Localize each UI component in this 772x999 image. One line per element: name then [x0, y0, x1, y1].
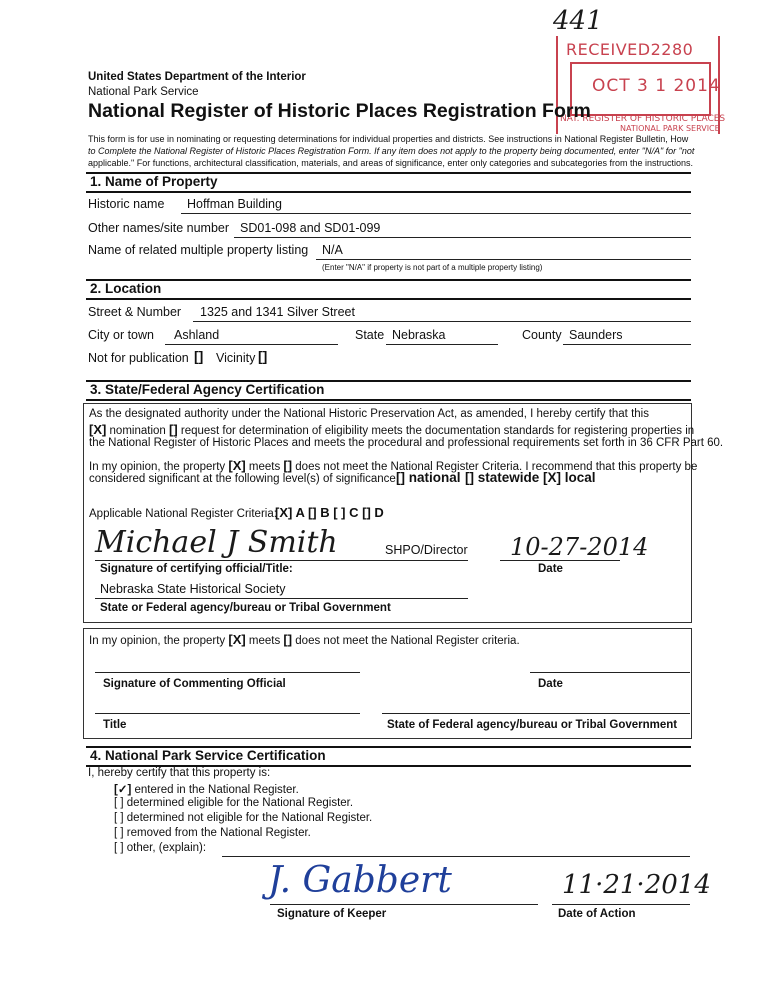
agency-line — [95, 598, 468, 599]
service-name: National Park Service — [88, 86, 199, 98]
form-title: National Register of Historic Places Registration Form — [88, 100, 591, 122]
state-value: Nebraska — [392, 328, 446, 342]
intro-line-2: to Complete the National Register of Historic Places Registration Form. If any item does not apply to the property being documented, enter "N/A" for "not — [88, 146, 695, 156]
section-2-rule-top — [86, 279, 691, 281]
keeper-signature-label: Signature of Keeper — [277, 908, 387, 920]
certifying-signature-label: Signature of certifying official/Title: — [100, 563, 293, 575]
other-names-value: SD01-098 and SD01-099 — [240, 221, 381, 235]
comment-meets-mark[interactable]: [X] — [228, 632, 246, 647]
action-date-value: 11·21·2014 — [562, 870, 711, 900]
historic-name-value: Hoffman Building — [187, 197, 282, 211]
comment-opinion-line — [89, 632, 520, 647]
other-names-label: Other names/site number — [88, 221, 230, 235]
multiple-listing-value: N/A — [322, 243, 343, 257]
page-number: 441 — [553, 6, 603, 36]
comment-signature-line — [95, 672, 360, 673]
vicinity-label: Vicinity — [216, 351, 256, 365]
comment-signature-label: Signature of Commenting Official — [103, 678, 286, 690]
other-names-line — [234, 237, 691, 238]
stamp-org-1: NAT. REGISTER OF HISTORIC PLACES — [560, 114, 726, 124]
meets-mark[interactable]: [X] — [228, 458, 246, 473]
comment-opinion-a: In my opinion, the property — [89, 635, 229, 647]
city-line — [165, 344, 338, 345]
keeper-signature-line — [270, 904, 538, 905]
comment-opinion-c: does not meet the National Register criteria. — [292, 635, 520, 647]
comment-opinion-b: meets — [245, 635, 284, 647]
other-explain-line — [222, 856, 690, 857]
option-removed[interactable]: [ ] removed from the National Register. — [114, 827, 311, 839]
option-other[interactable]: [ ] other, (explain): — [114, 842, 207, 854]
certifying-signature-line — [95, 560, 468, 561]
city-label: City or town — [88, 328, 154, 342]
multiple-listing-label: Name of related multiple property listing — [88, 243, 309, 257]
cert-para-line-1: As the designated authority under the National Historic Preservation Act, as amended, I hereby certify that this — [89, 408, 649, 420]
comment-agency-label: State of Federal agency/bureau or Tribal Government — [387, 719, 678, 731]
comment-agency-line — [382, 713, 690, 714]
street-label: Street & Number — [88, 305, 182, 319]
request-mark[interactable]: [] — [169, 422, 178, 437]
cert-para-line-3: the National Register of Historic Places and meets the procedural and professional requirements set forth in 36 CFR Part 60. — [89, 437, 724, 449]
criteria-label: Applicable National Register Criteria: — [89, 508, 277, 520]
option-entered — [114, 782, 299, 796]
city-value: Ashland — [174, 328, 220, 342]
historic-name-line — [181, 213, 691, 214]
agency-label: State or Federal agency/bureau or Tribal Government — [100, 602, 391, 614]
agency-value: Nebraska State Historical Society — [100, 582, 286, 596]
not-for-publication-label: Not for publication — [88, 351, 189, 365]
significance-local[interactable]: [X] local — [543, 470, 596, 485]
nomination-mark[interactable]: [X] — [89, 422, 107, 437]
section-3-rule-bottom — [86, 399, 691, 401]
section-1-rule-bottom — [86, 191, 691, 193]
certifying-date-line — [500, 560, 620, 561]
opinion-text-a: In my opinion, the property — [89, 461, 229, 473]
multiple-listing-line — [316, 259, 691, 260]
intro-line-1: This form is for use in nominating or requesting determinations for individual properties and districts. See instructions in National Register Bulletin, How — [88, 134, 689, 144]
certifying-signature: Michael J Smith — [95, 525, 338, 560]
opinion-text-c: does not meet the National Register Criteria. I recommend that this property be — [292, 461, 698, 473]
section-1-heading: 1. Name of Property — [90, 174, 218, 189]
intro-line-3: applicable." For functions, architectural classification, materials, and areas of significance, enter only categories and subcategories from the instructions. — [88, 158, 693, 168]
option-entered-label: entered in the National Register. — [131, 784, 299, 796]
opinion-line — [89, 458, 697, 473]
comment-does-not-meet-mark[interactable]: [] — [283, 632, 293, 647]
state-label: State — [355, 328, 385, 342]
nps-intro: I, hereby certify that this property is: — [88, 767, 271, 779]
vicinity-checkbox[interactable]: [] — [258, 348, 268, 364]
cert-para-line-2 — [89, 422, 694, 437]
nomination-text: nomination — [106, 425, 169, 437]
stamp-date: OCT 3 1 2014 — [592, 76, 721, 96]
significance-national[interactable]: [] national — [396, 470, 461, 485]
comment-date-line — [530, 672, 690, 673]
option-entered-checkbox[interactable]: [✓] — [114, 784, 132, 796]
opinion-text-b: meets — [245, 461, 284, 473]
street-line — [193, 321, 691, 322]
historic-name-label: Historic name — [88, 197, 165, 211]
section-2-heading: 2. Location — [90, 281, 162, 296]
certifying-date-label: Date — [538, 563, 563, 575]
action-date-label: Date of Action — [558, 908, 636, 920]
dept-name: United States Department of the Interior — [88, 71, 306, 83]
stamp-received: RECEIVED2280 — [566, 40, 694, 59]
does-not-meet-mark[interactable]: [] — [283, 458, 293, 473]
keeper-signature: J. Gabbert — [268, 860, 452, 901]
comment-title-line — [95, 713, 360, 714]
significance-statewide[interactable]: [] statewide — [465, 470, 540, 485]
request-text: request for determination of eligibility meets the documentation standards for registering properties in — [177, 425, 695, 437]
county-line — [563, 344, 691, 345]
multiple-listing-note: (Enter "N/A" if property is not part of a multiple property listing) — [322, 263, 543, 272]
section-4-heading: 4. National Park Service Certification — [90, 748, 326, 763]
section-2-rule-bottom — [86, 298, 691, 300]
comment-title-label: Title — [103, 719, 127, 731]
state-line — [386, 344, 498, 345]
option-not-eligible[interactable]: [ ] determined not eligible for the National Register. — [114, 812, 373, 824]
option-eligible[interactable]: [ ] determined eligible for the National Register. — [114, 797, 354, 809]
street-value: 1325 and 1341 Silver Street — [200, 305, 355, 319]
comment-date-label: Date — [538, 678, 563, 690]
stamp-org-2: NATIONAL PARK SERVICE — [620, 124, 720, 133]
criteria-marks[interactable]: [X] A [] B [ ] C [] D — [275, 505, 384, 520]
county-value: Saunders — [569, 328, 623, 342]
action-date-line — [552, 904, 690, 905]
consider-text: considered significant at the following level(s) of significance: — [89, 473, 400, 485]
not-for-publication-checkbox[interactable]: [] — [194, 348, 204, 364]
certifying-date-value: 10-27-2014 — [510, 533, 649, 561]
county-label: County — [522, 328, 562, 342]
official-title-value: SHPO/Director — [385, 543, 468, 557]
section-3-heading: 3. State/Federal Agency Certification — [90, 382, 325, 397]
